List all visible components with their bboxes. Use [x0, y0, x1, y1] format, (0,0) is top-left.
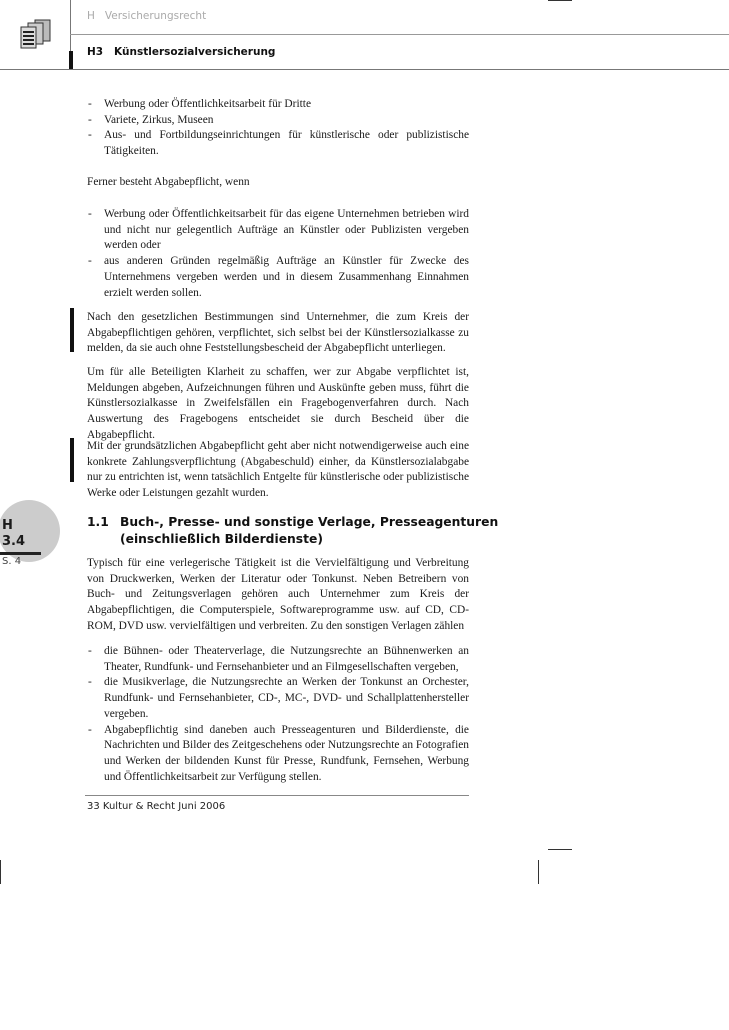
list-facilities [87, 97, 469, 160]
list-item: - die Musikverlage, die Nutzungsrechte an Werken der Tonkunst an Orchester, Rundfunk- und Fernsehanbieter, CD-, MC-, DVD- und Schallplattenhersteller vergeben. [87, 675, 469, 722]
footer-text: 33 Kultur & Recht Juni 2006 [87, 801, 226, 812]
header-mid-rule [70, 34, 729, 35]
header-bottom-rule [0, 69, 729, 70]
margin-marker-bar [70, 438, 74, 482]
header-marker-bar [69, 51, 73, 69]
list-item: - Abgabepflichtig sind daneben auch Presseagenturen und Bilderdienste, die Nachrichten und Bilder des Zeitgeschehens oder Nutzungsrechte an Fotografien und Werken der bildenden Kunst für Presse, Rundfunk, Fernsehen, Werbung und Öffentlichkeitsarbeit zur Verfügung stellen. [87, 723, 469, 786]
paragraph: Nach den gesetzlichen Bestimmungen sind Unternehmer, die zum Kreis der Abgabepflichtigen gehören, verpflichtet, sich selbst bei der Künstlersozialkasse zu melden, da sie auch ohne Feststellungsbescheid der Abgabepflicht unterliegen. [87, 311, 469, 355]
section-number: 1.1 [87, 515, 109, 529]
paragraph: Mit der grundsätzlichen Abgabepflicht geht aber nicht notwendigerweise auch eine konkrete Zahlungsverpflichtung (Abgabeschuld) einher, da Künstlersozialabgabe nur zu entrichten ist, wenn tatsächlich Entgelte für künstlerische oder publizistische Werke oder Leistungen gezahlt wurden. [87, 440, 469, 500]
paragraph: Typisch für eine verlegerische Tätigkeit ist die Vervielfältigung und Verbreitung von Druckwerken, Werken der Literatur oder Tonkunst. Neben Betreibern von Buch- und Zeitungsverlagen gehören auch Unternehmer zum Kreis der Abgabepflichtigen, die Computerspiele, Softwareprogramme usw. auf CD, CD-ROM, DVD usw. vervielfältigen und verbreiten. Zu den sonstigen Verlagen zählen [87, 557, 469, 632]
list-item: - Aus- und Fortbildungseinrichtungen für künstlerische oder publizistische Tätigkeiten. [87, 128, 469, 159]
list-item: - Variete, Zirkus, Museen [87, 113, 469, 129]
crop-mark [0, 860, 1, 884]
badge-divider [0, 552, 41, 555]
top-right-crop-mark [548, 0, 572, 1]
crop-mark [538, 860, 539, 884]
badge-letter: H [2, 518, 13, 533]
crop-mark [548, 849, 572, 850]
section-title: H3 Künstlersozialversicherung [87, 46, 276, 58]
list-item: - Werbung oder Öffentlichkeitsarbeit für Dritte [87, 97, 469, 113]
paragraph: Um für alle Beteiligten Klarheit zu schaffen, wer zur Abgabe verpflichtet ist, Meldungen abgeben, Aufzeichnungen führen und Auskünfte geben muss, führt die Künstlersozialkasse in Zweifelsfällen ein Fragebogenverfahren durch. Nach Auswertung des Fragebogens entscheidet sie durch Bescheid über die Abgabepflicht. [87, 366, 469, 441]
margin-marker-bar [70, 308, 74, 352]
section-heading-line2: (einschließlich Bilderdienste) [120, 532, 323, 546]
paragraph: Ferner besteht Abgabepflicht, wenn [87, 176, 250, 188]
documents-icon [19, 19, 53, 49]
list-item: - aus anderen Gründen regelmäßig Aufträge an Künstler für Zwecke des Unternehmens vergeben werden und in diesem Zusammenhang Einnahmen erzielt werden sollen. [87, 254, 469, 301]
badge-page: S. 4 [2, 556, 22, 567]
footer-rule [85, 795, 469, 796]
chapter-title: H Versicherungsrecht [87, 10, 207, 22]
list-item: - die Bühnen- oder Theaterverlage, die Nutzungsrechte an Bühnenwerken an Theater, Rundfunk- und Fernsehanbieter und an Filmgesellschaften vergeben, [87, 644, 469, 675]
list-conditions [87, 207, 469, 301]
list-item: - Werbung oder Öffentlichkeitsarbeit für das eigene Unternehmen betrieben wird und nicht nur gelegentlich Aufträge an Künstler oder Publizisten vergeben werden oder [87, 207, 469, 254]
badge-code: 3.4 [2, 534, 26, 549]
section-heading-line1: Buch-, Presse- und sonstige Verlage, Presseagenturen [120, 515, 499, 529]
list-publishers [87, 644, 469, 785]
